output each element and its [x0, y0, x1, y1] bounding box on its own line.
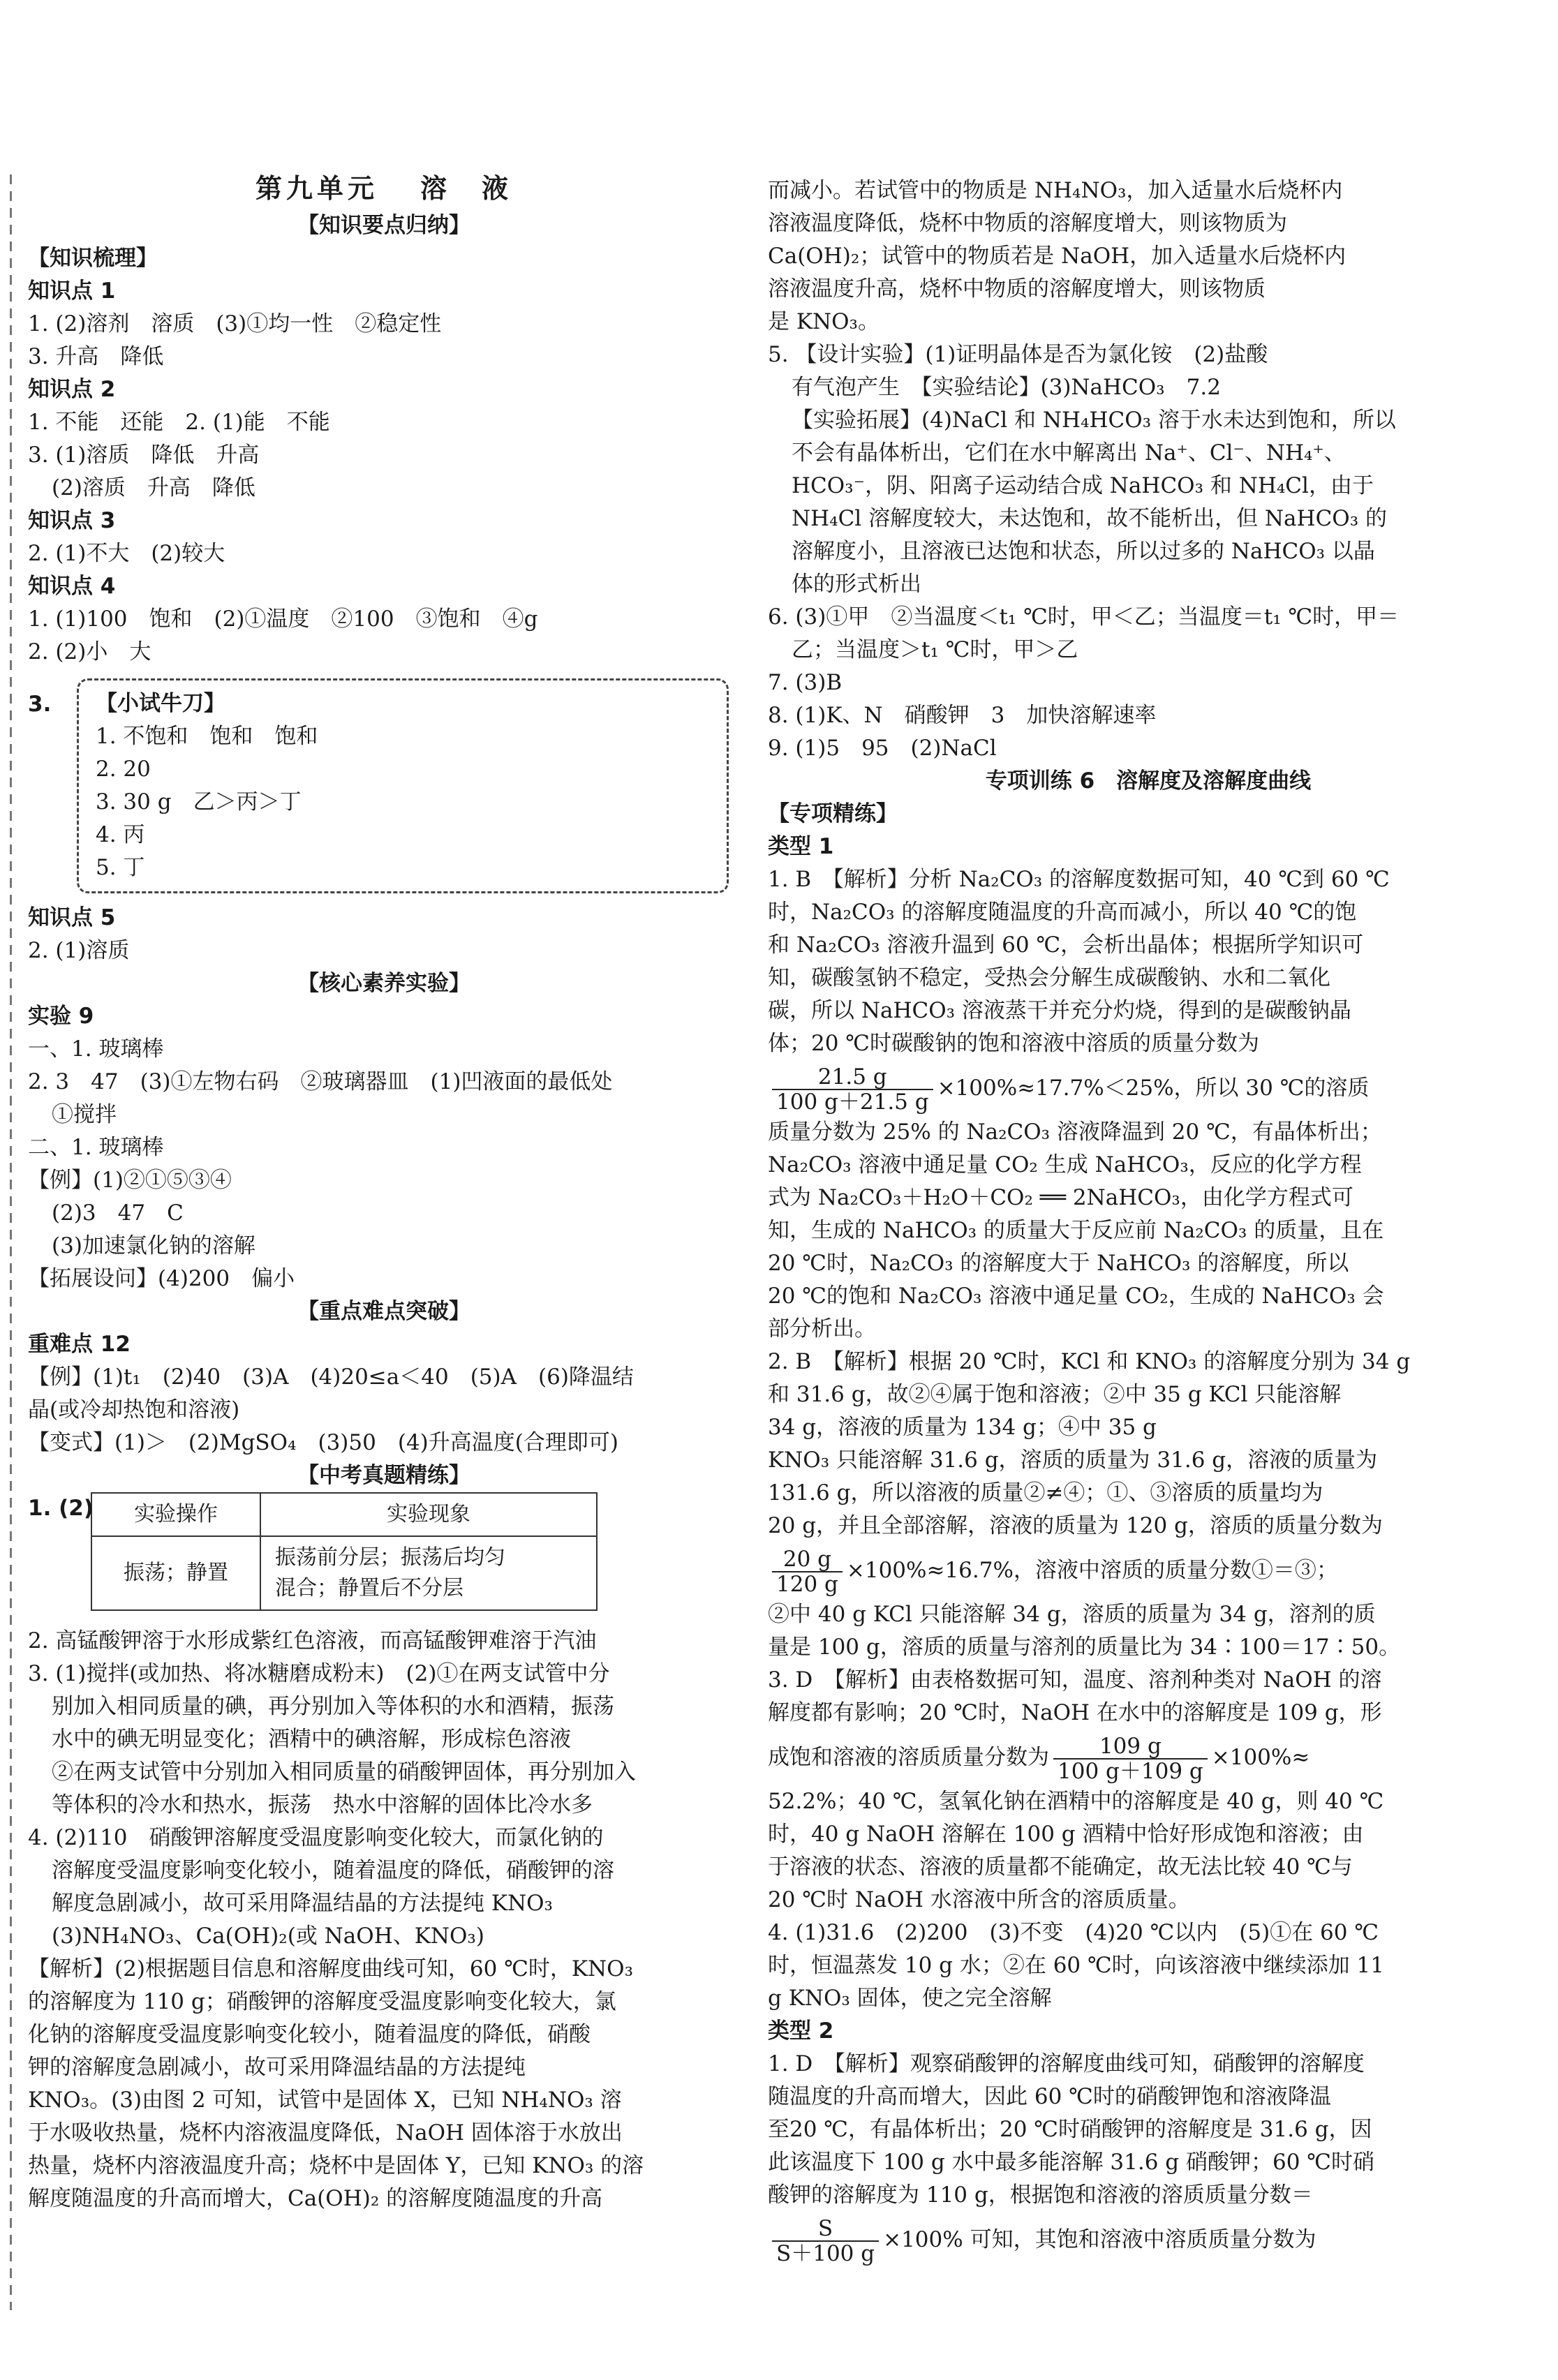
q4-line: 解度急剧减小，故可采用降温结晶的方法提纯 KNO₃	[52, 1891, 553, 1916]
t1q3-line: 解度都有影响；20 ℃时，NaOH 在水中的溶解度是 109 g，形	[768, 1700, 1382, 1725]
try-item: 1. 不饱和 饱和 饱和	[96, 724, 318, 749]
kp3-heading: 知识点 3	[28, 508, 116, 533]
denominator: 100 g＋21.5 g	[776, 1089, 929, 1115]
right-column	[768, 174, 1529, 2268]
t1q3-line: 于溶液的状态、溶液的质量都不能确定，故无法比较 40 ℃与	[768, 1854, 1353, 1880]
denominator: S＋100 g	[776, 2240, 875, 2266]
key12-heading: 重难点 12	[28, 1332, 131, 1357]
exp9-line: 一、1. 玻璃棒	[28, 1036, 164, 1062]
q5-line: 体的形式析出	[792, 572, 921, 597]
q5-line: 5. 【设计实验】(1)证明晶体是否为氯化铵 (2)盐酸	[768, 342, 1268, 367]
unit-title	[28, 168, 740, 209]
t1q3-line: 20 ℃时 NaOH 水溶液中所含的溶质质量。	[768, 1887, 1190, 1912]
t1q1-line: 和 Na₂CO₃ 溶液升温到 60 ℃，会析出晶体；根据所学知识可	[768, 932, 1364, 958]
fraction	[772, 2217, 879, 2266]
kp2-line: 1. 不能 还能 2. (1)能 不能	[28, 410, 330, 435]
t1q1-line: 20 ℃的饱和 Na₂CO₃ 溶液中通足量 CO₂，生成的 NaHCO₃ 会	[768, 1284, 1384, 1309]
t2q1-line: 至20 ℃，有晶体析出；20 ℃时硝酸钾的溶解度是 31.6 g，因	[768, 2117, 1372, 2142]
t1q1-line: 20 ℃时，Na₂CO₃ 的溶解度大于 NaHCO₃ 的溶解度，所以	[768, 1251, 1349, 1276]
t1q2-line: ②中 40 g KCl 只能溶解 34 g，溶质的质量为 34 g，溶剂的质	[768, 1602, 1376, 1627]
kp1-heading: 知识点 1	[28, 278, 116, 304]
denominator: 120 g	[776, 1571, 838, 1597]
cont-line: 溶液温度降低，烧杯中物质的溶解度增大，则该物质为	[768, 211, 1287, 236]
t1q4-line: g KNO₃ 固体，使之完全溶解	[768, 1986, 1052, 2011]
t1q1-line: 1. B 【解析】分析 Na₂CO₃ 的溶解度数据可知，40 ℃到 60 ℃	[768, 867, 1390, 892]
t1q1-line: Na₂CO₃ 溶液中通足量 CO₂ 生成 NaHCO₃，反应的化学方程	[768, 1152, 1362, 1177]
t1q1-line: 时，Na₂CO₃ 的溶解度随温度的升高而减小，所以 40 ℃的饱	[768, 900, 1357, 925]
table-cell-operation: 振荡；静置	[91, 1536, 260, 1610]
exp9-line: 【例】(1)②①⑤③④	[28, 1168, 232, 1193]
t1q4-line: 时，恒温蒸发 10 g 水；②在 60 ℃时，向该溶液中继续添加 11	[768, 1953, 1384, 1978]
t1q1-line: 部分析出。	[768, 1316, 876, 1341]
kp5-heading: 知识点 5	[28, 905, 116, 930]
kp1-line: 1. (2)溶剂 溶质 (3)①均一性 ②稳定性	[28, 311, 442, 336]
numerator: 109 g	[1053, 1734, 1208, 1760]
t1q1-fraction-line	[768, 1060, 1529, 1116]
t1q1-line: 知，生成的 NaHCO₃ 的质量大于反应前 Na₂CO₃ 的质量，且在	[768, 1218, 1384, 1243]
phenomenon-line: 混合；静置后不分层	[275, 1576, 463, 1600]
q3-line: 水中的碘无明显变化；酒精中的碘溶解，形成棕色溶液	[52, 1727, 571, 1752]
q4-analysis-line: 【解析】(2)根据题目信息和溶解度曲线可知，60 ℃时，KNO₃	[28, 1956, 634, 1981]
t1q2-line: 2. B 【解析】根据 20 ℃时，KCl 和 KNO₃ 的溶解度分别为 34 g	[768, 1349, 1411, 1374]
fraction-tail: ×100%≈17.7%＜25%，所以 30 ℃的溶质	[937, 1076, 1370, 1101]
section-special-training: 专项训练 6 溶解度及溶解度曲线	[985, 768, 1312, 794]
q7-line: 7. (3)B	[768, 670, 843, 695]
kp2-heading: 知识点 2	[28, 377, 116, 402]
t2q1-line: 此该温度下 100 g 水中最多能溶解 31.6 g 硝酸钾；60 ℃时硝	[768, 2150, 1374, 2175]
q3-line: ②在两支试管中分别加入相同质量的硝酸钾固体，再分别加入	[52, 1760, 636, 1785]
section-key-difficulty: 【重点难点突破】	[297, 1299, 470, 1324]
exp9-line: (3)加速氯化钠的溶解	[52, 1233, 255, 1258]
t1q3-line: 时，40 g NaOH 溶解在 100 g 酒精中恰好形成饱和溶液；由	[768, 1822, 1364, 1847]
q8-line: 8. (1)K、N 硝酸钾 3 加快溶解速率	[768, 703, 1157, 728]
t1q1-line: 质量分数为 25% 的 Na₂CO₃ 溶液降温到 20 ℃，有晶体析出；	[768, 1120, 1382, 1145]
try-item: 3. 30 g 乙＞丙＞丁	[96, 789, 302, 815]
q4-line: 溶解度受温度影响变化较小，随着温度的降低，硝酸钾的溶	[52, 1858, 614, 1883]
fraction-tail: ×100% 可知，其饱和溶液中溶质质量分数为	[883, 2227, 1316, 2252]
key12-line: 【例】(1)t₁ (2)40 (3)A (4)20≤a＜40 (5)A (6)降温结	[28, 1364, 634, 1390]
t1q3-fraction-line	[768, 1730, 1529, 1785]
fraction-tail: ×100%≈	[1211, 1745, 1310, 1770]
kp3-line: 2. (1)不大 (2)较大	[28, 541, 225, 566]
denominator: 100 g＋109 g	[1058, 1758, 1203, 1784]
q1-row	[28, 1492, 740, 1625]
fraction-pre: 成饱和溶液的溶质质量分数为	[768, 1745, 1049, 1770]
fraction	[1053, 1734, 1208, 1783]
q6-line: 6. (3)①甲 ②当温度＜t₁ ℃时，甲＜乙；当温度＝t₁ ℃时，甲＝	[768, 604, 1400, 630]
t2q1-line: 随温度的升高而增大，因此 60 ℃时的硝酸钾饱和溶液降温	[768, 2084, 1331, 2109]
exp9-line: 2. 3 47 (3)①左物右码 ②玻璃器皿 (1)凹液面的最低处	[28, 1069, 613, 1094]
t1q2-line: KNO₃ 只能溶解 31.6 g，溶质的质量为 31.6 g，溶液的质量为	[768, 1448, 1378, 1473]
q1-lead: 1. (2)	[28, 1496, 94, 1521]
section-exam-practice: 【中考真题精练】	[297, 1463, 470, 1488]
type1-heading: 类型 1	[768, 834, 834, 859]
q4-analysis-line: KNO₃。(3)由图 2 可知，试管中是固体 X，已知 NH₄NO₃ 溶	[28, 2088, 622, 2113]
q3-line: 等体积的冷水和热水，振荡 热水中溶解的固体比冷水多	[52, 1792, 593, 1817]
section-summary: 【知识要点归纳】	[297, 213, 470, 238]
cont-line: 是 KNO₃。	[768, 309, 880, 334]
table-header-operation: 实验操作	[91, 1493, 260, 1536]
q3-line: 3. (1)搅拌(或加热、将冰糖磨成粉末) (2)①在两支试管中分	[28, 1661, 610, 1686]
left-column	[28, 168, 740, 2215]
t2q1-fraction-line	[768, 2212, 1529, 2268]
q5-line: 【实验拓展】(4)NaCl 和 NH₄HCO₃ 溶于水未达到饱和，所以	[792, 408, 1396, 433]
q4-analysis-line: 热量，烧杯内溶液温度升高；烧杯中是固体 Y，已知 KNO₃ 的溶	[28, 2153, 644, 2178]
exp9-line: (2)3 47 C	[52, 1200, 184, 1226]
q4-line: (3)NH₄NO₃、Ca(OH)₂(或 NaOH、KNO₃)	[52, 1924, 484, 1949]
kp4-line: 1. (1)100 饱和 (2)①温度 ②100 ③饱和 ④g	[28, 607, 538, 632]
cont-line: Ca(OH)₂；试管中的物质若是 NaOH，加入适量水后烧杯内	[768, 244, 1346, 269]
cont-line: 而减小。若试管中的物质是 NH₄NO₃，加入适量水后烧杯内	[768, 178, 1343, 203]
t1q2-line: 20 g，并且全部溶解，溶液的质量为 120 g，溶质的质量分数为	[768, 1513, 1383, 1538]
numerator: 21.5 g	[772, 1065, 933, 1090]
exp9-line: ①搅拌	[52, 1102, 117, 1127]
exp9-heading: 实验 9	[28, 1004, 94, 1029]
try-section	[28, 678, 740, 893]
q5-line: 有气泡产生 【实验结论】(3)NaHCO₃ 7.2	[792, 375, 1221, 400]
try-item: 2. 20	[96, 757, 151, 782]
q4-analysis-line: 的溶解度为 110 g；硝酸钾的溶解度受温度影响变化较大，氯	[28, 1989, 616, 2014]
kp2-line: (2)溶质 升高 降低	[52, 475, 255, 500]
try-item: 5. 丁	[96, 855, 145, 880]
key12-line: 晶(或冷却热饱和溶液)	[28, 1397, 240, 1422]
numerator: 20 g	[772, 1547, 843, 1572]
try-number: 3.	[28, 692, 52, 717]
kp4-heading: 知识点 4	[28, 574, 116, 599]
t1q3-line: 3. D 【解析】由表格数据可知，温度、溶剂种类对 NaOH 的溶	[768, 1667, 1382, 1693]
cont-line: 溶液温度升高，烧杯中物质的溶解度增大，则该物质	[768, 276, 1266, 302]
q4-analysis-line: 钾的溶解度急剧减小，故可采用降温结晶的方法提纯	[28, 2055, 526, 2080]
q9-line: 9. (1)5 95 (2)NaCl	[768, 736, 997, 761]
q4-line: 4. (2)110 硝酸钾溶解度受温度影响变化较大，而氯化钠的	[28, 1825, 604, 1850]
t2q1-line: 酸钾的溶解度为 110 g，根据饱和溶液的溶质质量分数＝	[768, 2182, 1313, 2208]
q5-line: HCO₃⁻，阴、阳离子运动结合成 NaHCO₃ 和 NH₄Cl，由于	[792, 473, 1374, 498]
q5-line: 不会有晶体析出，它们在水中解离出 Na⁺、Cl⁻、NH₄⁺、	[792, 440, 1346, 466]
t1q2-line: 和 31.6 g，故②④属于饱和溶液；②中 35 g KCl 只能溶解	[768, 1382, 1342, 1407]
unit-title-name: 溶 液	[420, 173, 513, 204]
try-box	[77, 678, 729, 893]
q2-line: 2. 高锰酸钾溶于水形成紫红色溶液，而高锰酸钾难溶于汽油	[28, 1628, 597, 1653]
q4-analysis-line: 解度随温度的升高而增大，Ca(OH)₂ 的溶解度随温度的升高	[28, 2186, 603, 2211]
phenomenon-line: 振荡前分层；振荡后均匀	[275, 1545, 505, 1570]
special-practice-heading: 【专项精练】	[768, 801, 898, 826]
kp5-line: 2. (1)溶质	[28, 938, 130, 963]
experiment-table	[91, 1492, 598, 1611]
try-item: 4. 丙	[96, 822, 145, 847]
numerator: S	[772, 2217, 879, 2242]
table-cell-phenomenon	[260, 1536, 597, 1610]
knowledge-review-heading: 【知识梳理】	[28, 246, 158, 271]
t1q1-line: 体；20 ℃时碳酸钠的饱和溶液中溶质的质量分数为	[768, 1031, 1259, 1056]
t1q2-line: 量是 100 g，溶质的质量与溶剂的质量比为 34∶100＝17∶50。	[768, 1635, 1401, 1660]
fraction	[772, 1065, 933, 1114]
t1q3-line: 52.2%；40 ℃，氢氧化钠在酒精中的溶解度是 40 g，则 40 ℃	[768, 1789, 1384, 1814]
t2q1-line: 1. D 【解析】观察硝酸钾的溶解度曲线可知，硝酸钾的溶解度	[768, 2051, 1365, 2076]
exp9-line: 二、1. 玻璃棒	[28, 1135, 164, 1160]
t1q2-line: 131.6 g，所以溶液的质量②≠④；①、③溶质的质量均为	[768, 1480, 1323, 1505]
fraction	[772, 1547, 843, 1596]
t1q2-line: 34 g，溶液的质量为 134 g；④中 35 g	[768, 1415, 1157, 1440]
t1q2-fraction-line	[768, 1542, 1529, 1598]
q6-line: 乙；当温度＞t₁ ℃时，甲＞乙	[792, 637, 1078, 662]
t1q1-line: 碳，所以 NaHCO₃ 溶液蒸干并充分灼烧，得到的是碳酸钠晶	[768, 998, 1351, 1023]
q5-line: NH₄Cl 溶解度较大，未达饱和，故不能析出，但 NaHCO₃ 的	[792, 506, 1387, 531]
exp9-line: 【拓展设问】(4)200 偏小	[28, 1266, 295, 1291]
table-header-phenomenon: 实验现象	[260, 1493, 597, 1536]
kp1-line: 3. 升高 降低	[28, 344, 164, 369]
q5-line: 溶解度小，且溶液已达饱和状态，所以过多的 NaHCO₃ 以晶	[792, 539, 1375, 564]
t1q1-line: 式为 Na₂CO₃＋H₂O＋CO₂ ══ 2NaHCO₃，由化学方程式可	[768, 1185, 1353, 1210]
fraction-tail: ×100%≈16.7%，溶液中溶质的质量分数①＝③；	[846, 1558, 1338, 1583]
q4-analysis-line: 于水吸收热量，烧杯内溶液温度降低，NaOH 固体溶于水放出	[28, 2120, 623, 2145]
key12-line: 【变式】(1)＞ (2)MgSO₄ (3)50 (4)升高温度(合理即可)	[28, 1430, 618, 1455]
type2-heading: 类型 2	[768, 2018, 834, 2044]
q4-analysis-line: 化钠的溶解度受温度影响变化较小，随着温度的降低，硝酸	[28, 2022, 591, 2047]
try-heading: 【小试牛刀】	[96, 691, 225, 716]
t1q1-line: 知，碳酸氢钠不稳定，受热会分解生成碳酸钠、水和二氧化	[768, 965, 1330, 990]
section-core-experiment: 【核心素养实验】	[297, 971, 470, 996]
q3-line: 别加入相同质量的碘，再分别加入等体积的水和酒精，振荡	[52, 1694, 614, 1719]
margin-dashed-line	[10, 174, 12, 2310]
kp2-line: 3. (1)溶质 降低 升高	[28, 442, 260, 468]
t1q4-line: 4. (1)31.6 (2)200 (3)不变 (4)20 ℃以内 (5)①在 60 ℃	[768, 1920, 1379, 1945]
unit-title-number: 第九单元	[255, 173, 378, 204]
kp4-line: 2. (2)小 大	[28, 639, 151, 664]
